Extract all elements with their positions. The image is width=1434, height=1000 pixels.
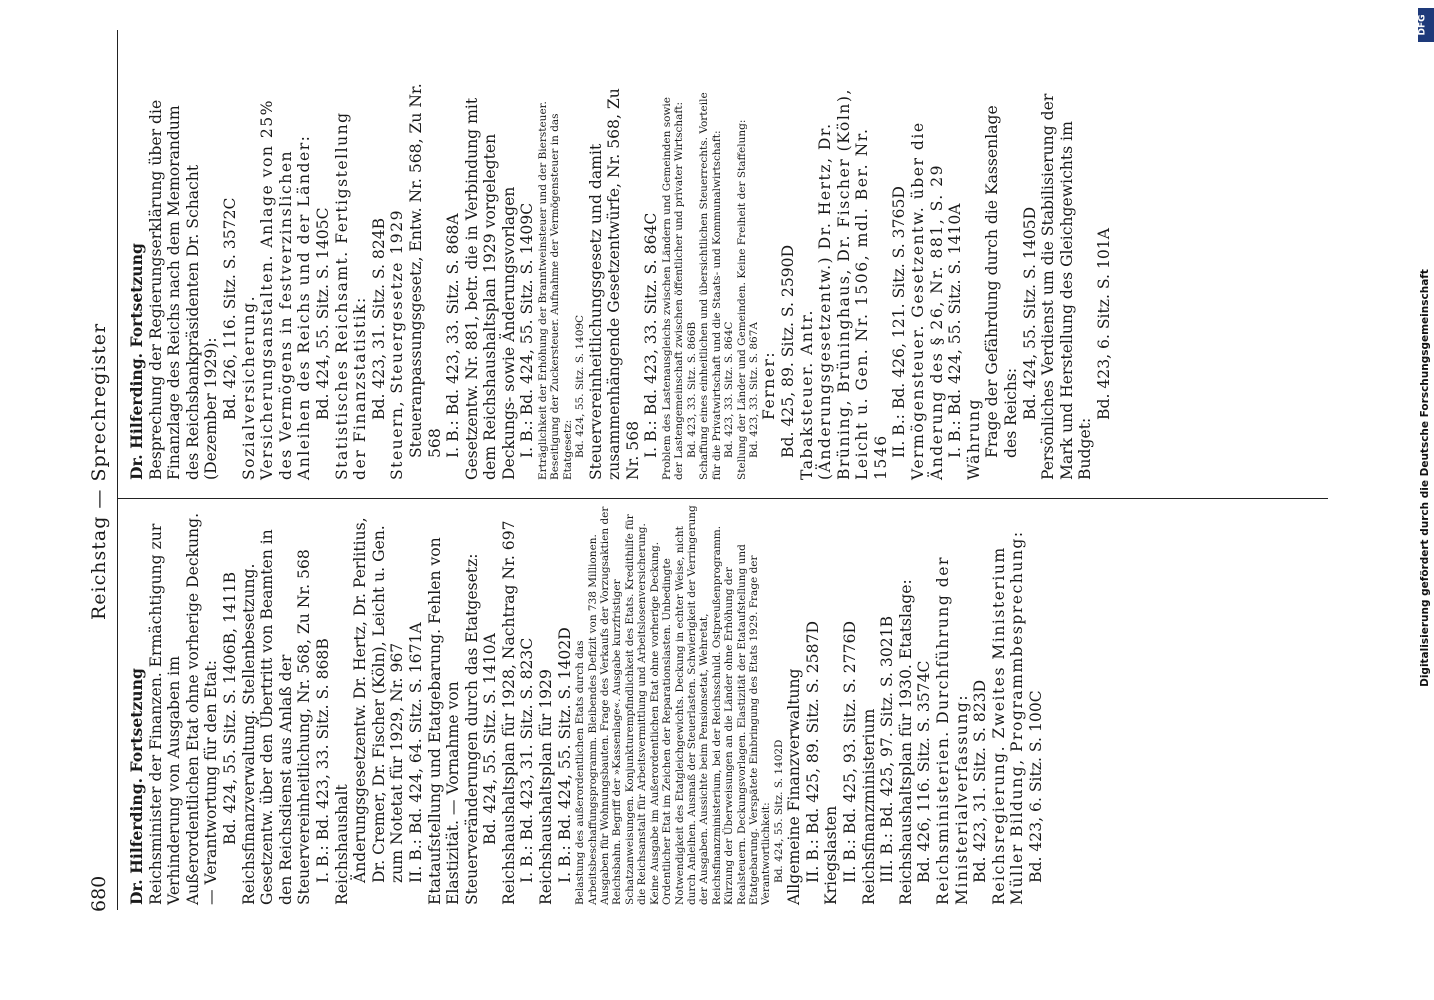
right-column-entry: Persönliches Verdienst um die Stabilisierung der Mark und Herstellung des Gleichgewichts im Budget: (1039, 93, 1095, 480)
left-column-entry: Allgemeine Finanzverwaltung (785, 668, 804, 905)
left-column-entry: Bd. 423, 31. Sitz. S. 823D (971, 679, 990, 883)
left-column-entry: Reichsregierung. Zweites Ministerium Müller Bildung, Programmbesprechung: (989, 530, 1027, 905)
left-column-entry: Bd. 426, 116. Sitz. S. 3574C (915, 660, 934, 883)
right-column-entry: Steuervereinheitlichungsgesetz und damit zusammenhängende Gesetzentwürfe, Nr. 568, Zu Nr. 568 (586, 88, 642, 480)
page-title: Reichstag — Sprechregister (88, 322, 110, 620)
left-column-entry: Kriegslasten (822, 805, 841, 905)
right-column-entry: Bd. 425, 89. Sitz. S. 2590D (778, 244, 797, 458)
right-column-entry: Dr. Hilferding. Fortsetzung (127, 243, 146, 480)
right-column-entry: Bd. 423, 31. Sitz. S. 824B (369, 217, 388, 420)
left-column-entry: I. B.: Bd. 424, 55. Sitz. S. 1402D (555, 627, 574, 883)
right-column-entry: Bd. 424, 55. Sitz. S. 1405D (1020, 206, 1039, 420)
dfg-credit-strip (1419, 8, 1434, 998)
right-column-entry: Bd. 423, 33. Sitz. S. 864C (723, 321, 736, 458)
left-column-entry: Reichsministerien. Durchführung der Ministerialverfassung: (933, 556, 971, 905)
dfg-credit-text: Digitalisierung gefördert durch die Deutsche Forschungsgemeinschaft (1419, 269, 1431, 687)
right-column-entry: Gesetzentw. Nr. 881, betr. die in Verbindung mit dem Reichshaushaltsplan 1929 vorgelegten Deckungs- sowie Änderungsvorlagen (462, 97, 518, 480)
column-divider (118, 498, 1328, 499)
page-number: 680 (88, 875, 110, 912)
dfg-logo (1418, 8, 1434, 42)
left-column-entry: I. B.: Bd. 423, 33. Sitz. S. 868B (313, 638, 332, 883)
right-column-entry: I. B.: Bd. 424, 55. Sitz. S. 1410A (946, 203, 965, 458)
right-column-entry: Bd. 423, 33. Sitz. S. 866B (685, 321, 698, 458)
left-column-entry: Reichsminister der Finanzen. Ermächtigung zur Verhinderung von Ausgaben im Außerordentlichen Etat ohne vorherige Deckung. — Verantwortung für den Etat: (146, 512, 221, 905)
left-column-entry: II. B.: Bd. 424, 64. Sitz. S. 1671A (406, 622, 425, 883)
left-column-entry: I. B.: Bd. 423, 31. Sitz. S. 823C (518, 637, 537, 883)
left-column-entry: Reichsfinanzverwaltung. Stellenbesetzung. Gesetzentw. über den Übertritt von Beamten in den Reichsdienst aus Anlaß der Steuervereinheitlichung, Nr. 568, Zu Nr. 568 (239, 529, 314, 905)
right-column-entry: Steueranpassungsgesetz, Entw. Nr. 568, Zu Nr. 568 (406, 83, 444, 458)
right-column-entry: Bd. 426, 116. Sitz. S. 3572C (220, 197, 239, 420)
page-header (84, 0, 118, 1000)
right-column-entry: Vermögensteuer. Gesetzentw. über die Änderung des § 26, Nr. 881, S. 29 (909, 121, 946, 480)
right-column-entry: Bd. 424, 55. Sitz. S. 1409C (574, 314, 587, 458)
right-column-entry: Frage der Gefährdung durch die Kassenlage des Reichs: (983, 105, 1021, 458)
right-column-entry: Bd. 423, 33. Sitz. S. 867A (747, 322, 760, 458)
right-column-entry: I. B.: Bd. 423, 33. Sitz. S. 864C (642, 212, 661, 458)
left-column-entry: II. B.: Bd. 425, 89. Sitz. S. 2587D (803, 621, 822, 883)
right-column-entry: Steuern, Steuergesetze 1929 (388, 208, 407, 480)
left-column-entry: Etataufstellung und Etatgebarung. Fehlen von Elastizität. — Vornahme von Steuerveränderungen durch das Etatgesetz: (425, 537, 481, 905)
right-column-entry: Erträglichkeit der Erhöhung der Branntweinsteuer und der Biersteuer. Beseitigung der Zuckersteuer. Aufnahme der Vermögensteuer in das Etatgesetz: (537, 101, 574, 480)
dfg-logo-text: DFG (1417, 14, 1428, 36)
right-column-entry: Besprechung der Regierungserklärung über die Finanzlage des Reichs nach dem Memorandum des Reichsbankpräsidenten Dr. Schacht (Dezember 1929): (146, 99, 221, 480)
right-column-entry: Problem des Lastenausgleichs zwischen Ländern und Gemeinden sowie der Lastengemeinschaft zwischen öffentlicher und privater Wirtschaft: (661, 97, 686, 480)
left-column-entry: Änderungsgesetzentw. Dr. Hertz, Dr. Perlitius, Dr. Cremer, Dr. Fischer (Köln), Leicht u. Gen. zum Notetat für 1929, Nr. 967 (351, 517, 407, 883)
left-column-entry: Bd. 423, 6. Sitz. S. 100C (1026, 690, 1045, 883)
right-column-entry: II. B.: Bd. 426, 121. Sitz. S. 3765D (890, 186, 909, 458)
header-rule (117, 30, 118, 910)
right-column-entry: Sozialversicherung. Versicherungsanstalten. Anlage von 25% des Vermögens in festverzinslichen Anleihen des Reichs und der Länder: (239, 99, 314, 480)
left-column-entry: Reichshaushalt (332, 784, 351, 905)
left-column-entry: II. B.: Bd. 425, 93. Sitz. S. 2776D (840, 621, 859, 883)
left-column (128, 505, 1045, 905)
left-column-entry: Dr. Hilferding. Fortsetzung (127, 668, 146, 905)
right-column-entry: Statistisches Reichsamt. Fertigstellung der Finanzstatistik: (332, 111, 370, 480)
right-column-entry: Bd. 423, 6. Sitz. S. 101A (1095, 228, 1113, 420)
left-column-entry: Reichsfinanzministerium (859, 708, 878, 905)
right-column-entry: Stellung der Länder und Gemeinden. Keine Freiheit der Staffelung: (735, 119, 748, 480)
left-column-entry: Reichshaushaltsplan für 1929 (537, 669, 556, 905)
right-column-entry: I. B.: Bd. 424, 55. Sitz. S. 1409C (518, 202, 537, 458)
right-column (128, 80, 1114, 480)
right-column-entry: Ferner: (760, 350, 779, 420)
right-column-entry: Schaffung eines einheitlichen und übersichtlichen Steuerrechts. Vorteile für die Privatwirtschaft und die Staats- und Kommunalwirtschaft: (698, 92, 723, 480)
right-column-entry: Tabaksteuer. Antr. (Änderungsgesetzentw.) Dr. Hertz, Dr. Brüning, Brüninghaus, Dr. Fischer (Köln), Leicht u. Gen. Nr. 1506, mdl. Ber. Nr. 1546 (797, 88, 890, 480)
right-column-entry: Währung (964, 397, 983, 480)
left-column-entry: Reichshaushaltsplan für 1930. Etatslage: (896, 579, 915, 905)
left-column-entry: Bd. 424, 55. Sitz. S. 1402D (772, 739, 785, 883)
left-column-entry: Reichshaushaltsplan für 1928, Nachtrag Nr. 697 (499, 520, 518, 905)
left-column-entry: Bd. 424, 55. Sitz. S. 1410A (481, 633, 500, 845)
right-column-entry: Bd. 424, 55. Sitz. S. 1405C (313, 207, 332, 420)
right-column-entry: I. B.: Bd. 423, 33. Sitz. S. 868A (444, 213, 463, 458)
left-column-entry: Belastung des außerordentlichen Etats durch das Arbeitsbeschaffungsprogramm. Bleibendes Defizit von 738 Millionen. Ausgaben für Wohnungsbauten. Frage des Verkaufs der Vorzugsaktien der Reichsbahn. Begriff der »Kassenlage«. Ausgabe kurzfristiger Schatzanweisungen. Konjunkturempfindlichkeit des Etats. Kredithilfe für die Reichsanstalt für Arbeitsvermittlung und Arbeitslosenversicherung. Keine Ausgabe im Außerordentlichen Etat ohne vorherige Deckung. Ordentlicher Etat im Zeichen der Reparationslasten. Unbedingte Notwendigkeit des Etatgleichgewichts. Deckung in echter Weise, nicht durch Anleihen. Ausmaß der Steuerlasten. Schwierigkeit der Verringerung der Ausgaben. Aussichte beim Pensionsetat, Wehretat, Reichsfinanzministerium, bei der Reichsschuld. Ostpreußenprogramm. Kürzung der Überweisungen an die Länder ohne Erhöhung der Realsteuern. Deckungsvorlagen. Elastizität der Etataufstellung und Etatgebarung. Verspätete Einbringung des Etats 1929. Frage der Verantwortlichkeit: (574, 505, 773, 905)
left-column-entry: Bd. 424, 55. Sitz. S. 1406B, 1411B (220, 571, 239, 845)
left-column-entry: III. B.: Bd. 425, 97. Sitz. S. 3021B (878, 615, 897, 883)
